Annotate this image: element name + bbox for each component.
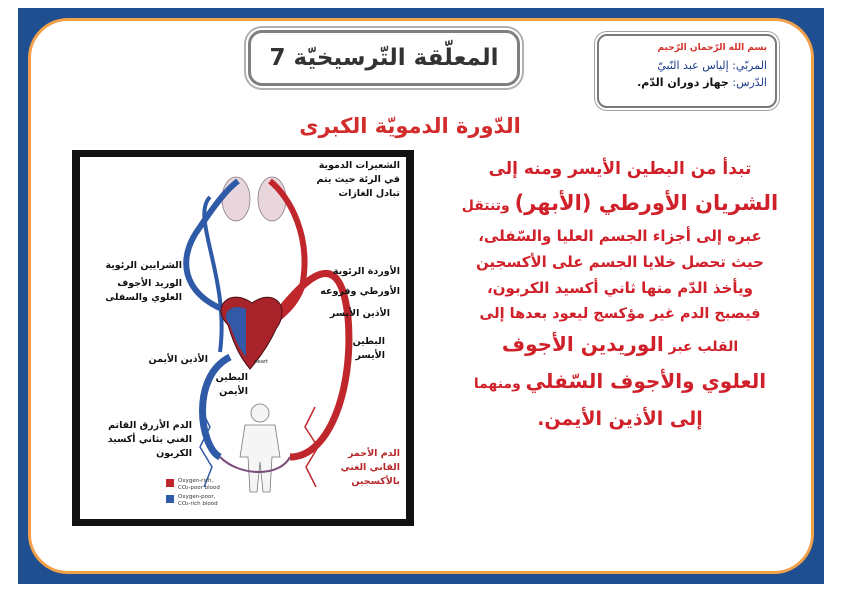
label-vena-cava <box>102 277 182 305</box>
basmala: بسم الله الرّحمان الرّحيم <box>657 43 767 53</box>
label-red-blood-line-3: بالأكسجين <box>351 476 400 487</box>
explanation-paragraph <box>420 152 820 482</box>
right-heart-shape <box>226 307 246 357</box>
label-capillaries-line-1: الشعيرات الدموية <box>318 160 400 171</box>
label-blue-blood <box>92 419 192 461</box>
teacher-name: إلياس عبد النّبيّ <box>657 59 729 72</box>
text-line-4: حيث تحصل خلايا الجسم على الأكسجين <box>476 253 764 271</box>
label-vena-cava-line-1: الوريد الأجوف <box>117 278 182 289</box>
lesson-name: جهاز دوران الدّم. <box>637 76 729 89</box>
label-left-ventricle-line-1: البطين <box>352 336 385 347</box>
label-blue-blood-line-2: الغني بثاني أكسيد <box>107 434 192 445</box>
lesson-label: الدّرس: <box>732 76 767 89</box>
legend-swatch-red <box>166 479 174 487</box>
label-right-atrium: الأذين الأيمن <box>148 354 208 365</box>
label-red-blood <box>320 447 400 489</box>
label-left-ventricle <box>330 335 385 363</box>
lesson-line <box>605 74 767 91</box>
label-capillaries <box>270 159 400 201</box>
text-line-7 <box>420 327 820 364</box>
text-line-9: إلى الأذين الأيمن. <box>537 408 703 430</box>
legend-swatch-blue <box>166 495 174 503</box>
teacher-line <box>605 57 767 74</box>
label-left-atrium: الأذين الأيسر <box>329 308 390 319</box>
label-red-blood-line-2: القاني الغني <box>340 462 400 473</box>
heart-label: Heart <box>254 359 268 365</box>
head-shape <box>251 404 269 422</box>
label-blue-blood-line-1: الدم الأزرق القاتم <box>108 420 192 431</box>
legend-red-line-1: Oxygen-rich, <box>178 478 214 484</box>
text-line-5: ويأخذ الدّم منها ثاني أكسيد الكربون، <box>487 279 753 297</box>
label-capillaries-line-2: في الرئة حيث يتم <box>316 174 400 185</box>
label-left-ventricle-line-2: الأيسر <box>355 350 385 361</box>
section-heading: الدّورة الدمويّة الكبرى <box>299 114 521 138</box>
vena-cava-term: الوريدين الأجوف <box>501 332 664 356</box>
circulation-diagram <box>80 157 406 519</box>
info-box <box>597 34 777 108</box>
page-title: المعلّقة التّرسيخيّة 7 <box>248 30 520 86</box>
label-red-blood-line-1: الدم الأحمر <box>347 448 400 459</box>
label-right-ventricle-line-2: الأيمن <box>219 386 248 397</box>
aorta-term: الشريان الأورطي (الأبهر) <box>514 191 779 215</box>
legend-blue-line-1: Oxygen-poor, <box>178 494 216 500</box>
label-blue-blood-line-3: الكربون <box>156 448 192 459</box>
body-shape <box>240 425 280 492</box>
text-line-8 <box>420 364 820 402</box>
label-right-ventricle <box>198 371 248 399</box>
text-line-8-tail: ومنهما <box>473 376 526 392</box>
label-right-ventricle-line-1: البطين <box>215 372 248 383</box>
text-line-7-head: القلب عبر <box>663 339 739 355</box>
vena-cava-term-2: العلوي والأجوف السّفلي <box>525 369 767 393</box>
label-pulmonary-veins: الأوردة الرئوية <box>332 266 400 277</box>
text-line-3: عبره إلى أجزاء الجسم العليا والسّفلى، <box>478 227 762 245</box>
label-pulmonary-arteries: الشرايين الرئوية <box>105 260 182 271</box>
text-line-2-tail: وتنتقل <box>461 198 515 214</box>
label-capillaries-line-3: تبادل الغازات <box>338 188 400 199</box>
text-line-1: تبدأ من البطين الأيسر ومنه إلى <box>488 159 752 179</box>
legend-blue <box>178 494 218 508</box>
legend-red <box>178 478 220 492</box>
legend-blue-line-2: CO₂-rich blood <box>178 501 218 507</box>
text-line-2 <box>420 186 820 223</box>
label-vena-cava-line-2: العلوي والسفلى <box>105 292 182 303</box>
text-line-6: فيصبح الدم غير مؤكسج ليعود بعدها إلى <box>479 306 761 322</box>
teacher-label: المربّي: <box>732 59 767 72</box>
label-aorta: الأورطي وفروعه <box>320 286 400 297</box>
legend-red-line-2: CO₂-poor blood <box>178 485 220 491</box>
